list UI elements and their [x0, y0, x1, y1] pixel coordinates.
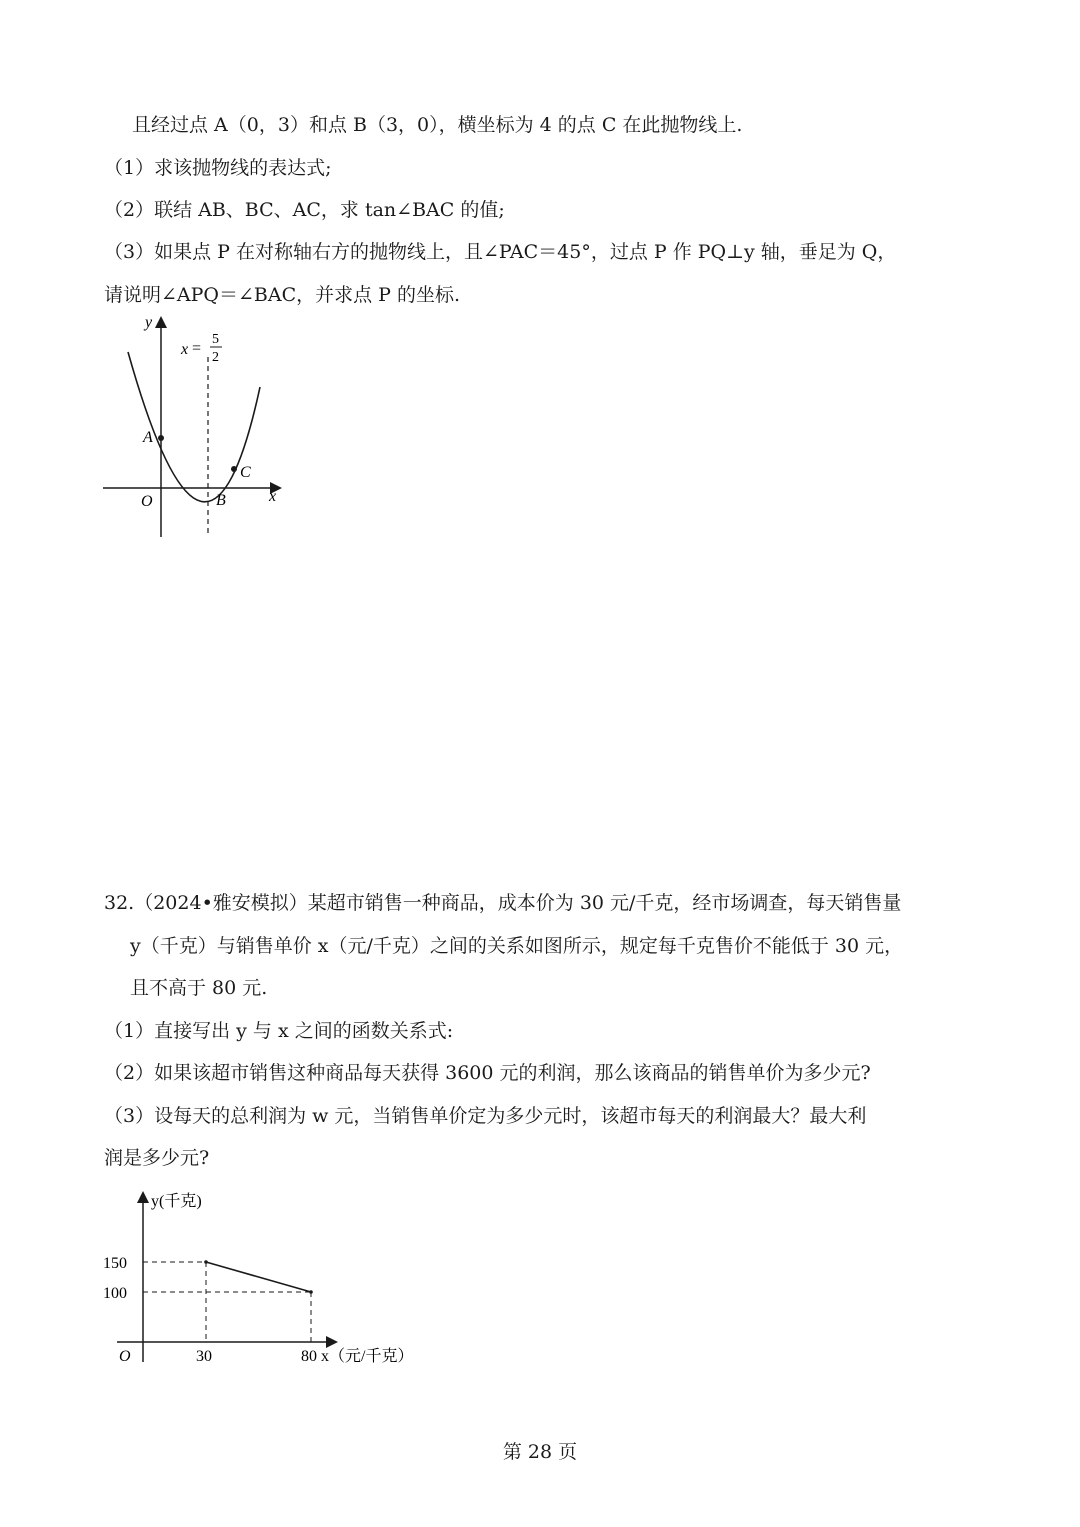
- axis-eq-eq: =: [192, 340, 202, 357]
- q31-part3-b: 请说明∠APQ＝∠BAC，并求点 P 的坐标.: [104, 284, 461, 306]
- q32-part2: （2）如果该超市销售这种商品每天获得 3600 元的利润，那么该商品的销售单价为多少元?: [104, 1062, 871, 1084]
- q31-part2: （2）联结 AB、BC、AC，求 tan∠BAC 的值;: [104, 199, 505, 221]
- chart-xlabel: x（元/千克）: [321, 1348, 414, 1365]
- y-tick-label: 100: [103, 1285, 127, 1302]
- axis-eq-num: 5: [212, 332, 219, 347]
- axis-eq-var: x: [181, 341, 189, 358]
- axis-eq-den: 2: [212, 350, 219, 365]
- label-c: C: [240, 464, 251, 481]
- data-point: [204, 1260, 208, 1264]
- label-o: O: [141, 493, 153, 510]
- sales-chart: [95, 1180, 455, 1380]
- q31-part3-a: （3）如果点 P 在对称轴右方的抛物线上，且∠PAC＝45°，过点 P 作 PQ⊥y 轴，垂足为 Q，: [104, 241, 897, 263]
- label-y: y: [145, 314, 153, 331]
- label-a: A: [143, 429, 153, 446]
- label-x: x: [269, 488, 277, 505]
- series-line: [206, 1262, 311, 1292]
- chart-origin: O: [119, 1348, 131, 1365]
- q32-line3: 且不高于 80 元.: [130, 977, 268, 999]
- q32-part1: （1）直接写出 y 与 x 之间的函数关系式:: [104, 1020, 454, 1042]
- q32-part3-a: （3）设每天的总利润为 w 元，当销售单价定为多少元时，该超市每天的利润最大？最大利: [104, 1105, 867, 1127]
- q32-line2: y（千克）与销售单价 x（元/千克）之间的关系如图所示，规定每千克售价不能低于 30 元，: [130, 935, 904, 957]
- data-point: [309, 1290, 313, 1294]
- q32-part3-b: 润是多少元?: [104, 1147, 210, 1169]
- q31-part1: （1）求该抛物线的表达式;: [104, 157, 332, 179]
- point-a: [158, 435, 164, 441]
- q32-line1: 32.（2024•雅安模拟）某超市销售一种商品，成本价为 30 元/千克，经市场调查，每天销售量: [104, 892, 902, 914]
- q31-line1: 且经过点 A（0，3）和点 B（3，0），横坐标为 4 的点 C 在此抛物线上.: [132, 114, 743, 136]
- label-b: B: [216, 492, 226, 509]
- y-tick-label: 150: [103, 1255, 127, 1272]
- x-tick-label: 80: [301, 1348, 317, 1365]
- parabola-figure: [95, 305, 295, 545]
- chart-ylabel: y(千克): [151, 1193, 202, 1210]
- page-number: 第 28 页: [502, 1441, 578, 1463]
- point-c: [231, 466, 237, 472]
- x-tick-label: 30: [196, 1348, 212, 1365]
